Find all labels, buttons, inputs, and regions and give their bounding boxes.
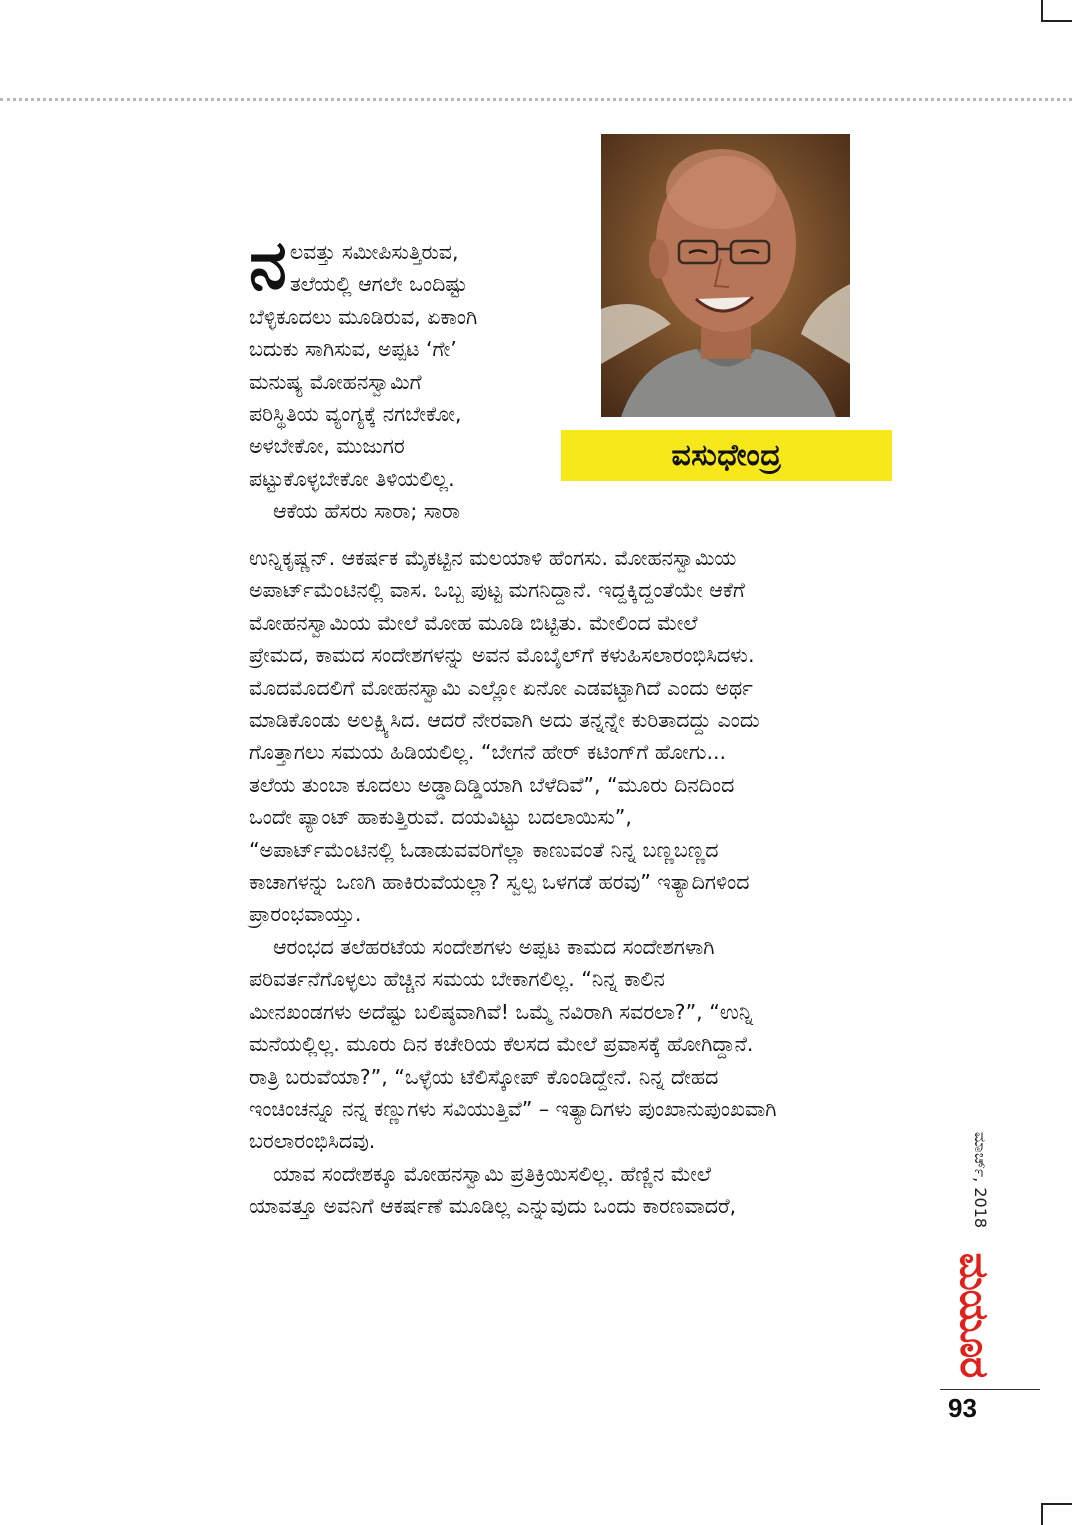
header-dotted-rule — [0, 98, 1072, 101]
article-line: ರಾತ್ರಿ ಬರುವೆಯಾ?”, “ಒಳ್ಳೆಯ ಟೆಲಿಸ್ಕೋಪ್ ಕೊಂಡಿದ್ದೇನೆ. ನಿನ್ನ ದೇಹದ — [249, 1064, 719, 1089]
article-line: ಮೊದಮೊದಲಿಗೆ ಮೋಹನಸ್ವಾಮಿ ಎಲ್ಲೋ ಏನೋ ಎಡವಟ್ಟಾಗಿದೆ ಎಂದು ಅರ್ಥ — [249, 675, 753, 700]
article-line: ಮಾಡಿಕೊಂಡು ಅಲಕ್ಷ್ಯಿಸಿದ. ಆದರೆ ನೇರವಾಗಿ ಅದು ತನ್ನನ್ನೇ ಕುರಿತಾದದ್ದು ಎಂದು — [249, 708, 760, 733]
issue-date-text: ಮಾರ್ಚ್, 2018 — [971, 1131, 990, 1229]
author-name: ವಸುಧೇಂದ್ರ — [671, 438, 782, 473]
article-line: ತಲೆಯ ತುಂಬಾ ಕೂದಲು ಅಡ್ಡಾದಿಡ್ಡಿಯಾಗಿ ಬೆಳೆದಿವೆ”, “ಮೂರು ದಿನದಿಂದ — [249, 772, 735, 797]
magazine-name: ಮಯೂರ — [951, 1252, 997, 1378]
article-line: ಕಾಚಾಗಳನ್ನು ಒಣಗಿ ಹಾಕಿರುವೆಯಲ್ಲಾ? ಸ್ವಲ್ಪ ಒಳಗಡೆ ಹರವು” ಇತ್ಯಾದಿಗಳಿಂದ — [249, 870, 750, 895]
article-line: ಮೀನಖಂಡಗಳು ಅದೆಷ್ಟು ಬಲಿಷ್ಠವಾಗಿವೆ! ಒಮ್ಮೆ ನವಿರಾಗಿ ಸವರಲಾ?”, “ಉನ್ನಿ — [249, 999, 753, 1024]
article-line: ಒಂದೇ ಪ್ಯಾಂಟ್ ಹಾಕುತ್ತಿರುವೆ. ದಯವಿಟ್ಟು ಬದಲಾಯಿಸು”, — [249, 805, 632, 830]
article-line: ಅಳಬೇಕೋ, ಮುಜುಗರ — [249, 434, 405, 459]
page-number: 93 — [948, 1393, 977, 1423]
article-line: “ಅಪಾರ್ಟ್‌ಮೆಂಟಿನಲ್ಲಿ ಓಡಾಡುವವರಿಗೆಲ್ಲಾ ಕಾಣುವಂತೆ ನಿನ್ನ ಬಣ್ಣಬಣ್ಣದ — [249, 837, 719, 862]
article-intro-column — [249, 226, 549, 528]
article-line: ಪರಿಸ್ಥಿತಿಯ ವ್ಯಂಗ್ಯಕ್ಕೆ ನಗಬೇಕೋ, — [249, 402, 462, 427]
article-line: ಪಟ್ಟುಕೊಳ್ಳಬೇಕೋ ತಿಳಿಯಲಿಲ್ಲ. — [249, 466, 455, 491]
crop-mark-bottom — [1041, 1503, 1072, 1525]
article-line: ಅಪಾರ್ಟ್‌ಮೆಂಟಿನಲ್ಲಿ ವಾಸ. ಒಬ್ಬ ಪುಟ್ಟ ಮಗನಿದ್ದಾನೆ. ಇದ್ದಕ್ಕಿದ್ದಂತೆಯೇ ಆಕೆಗೆ — [249, 578, 745, 603]
article-line: ಆರಂಭದ ತಲೆಹರಟೆಯ ಸಂದೇಶಗಳು ಅಪ್ಪಟ ಕಾಮದ ಸಂದೇಶಗಳಾಗಿ — [273, 934, 715, 959]
article-line: ಮೋಹನಸ್ವಾಮಿಯ ಮೇಲೆ ಮೋಹ ಮೂಡಿ ಬಿಟ್ಟಿತು. ಮೇಲಿಂದ ಮೇಲೆ — [249, 610, 698, 635]
article-line: ಪ್ರೇಮದ, ಕಾಮದ ಸಂದೇಶಗಳನ್ನು ಅವನ ಮೊಬೈಲ್‌ಗೆ ಕಳುಹಿಸಲಾರಂಭಿಸಿದಳು. — [249, 643, 755, 668]
article-line: ಯಾವ ಸಂದೇಶಕ್ಕೂ ಮೋಹನಸ್ವಾಮಿ ಪ್ರತಿಕ್ರಿಯಿಸಲಿಲ್ಲ. ಹೆಣ್ಣಿನ ಮೇಲೆ — [273, 1161, 712, 1186]
article-line: ಯಾವತ್ತೂ ಅವನಿಗೆ ಆಕರ್ಷಣೆ ಮೂಡಿಲ್ಲ ಎನ್ನುವುದು ಒಂದು ಕಾರಣವಾದರೆ, — [249, 1194, 737, 1219]
article-line: ಮನೆಯಲ್ಲಿಲ್ಲ. ಮೂರು ದಿನ ಕಚೇರಿಯ ಕೆಲಸದ ಮೇಲೆ ಪ್ರವಾಸಕ್ಕೆ ಹೋಗಿದ್ದಾನೆ. — [249, 1032, 754, 1057]
article-line: ಪರಿವರ್ತನೆಗೊಳ್ಳಲು ಹೆಚ್ಚಿನ ಸಮಯ ಬೇಕಾಗಲಿಲ್ಲ. “ನಿನ್ನ ಕಾಲಿನ — [249, 967, 665, 992]
author-name-box — [561, 430, 892, 481]
article-line: ಬದುಕು ಸಾಗಿಸುವ, ಅಪ್ಪಟ ‘ಗೇ’ — [249, 337, 457, 362]
article-line: ಬೆಳ್ಳಿಕೂದಲು ಮೂಡಿರುವ, ಏಕಾಂಗಿ — [249, 304, 478, 329]
magazine-brand — [950, 1240, 998, 1390]
article-line: ಪ್ರಾರಂಭವಾಯ್ತು. — [249, 902, 362, 927]
article-line: ಇಂಚಿಂಚನ್ನೂ ನನ್ನ ಕಣ್ಣುಗಳು ಸವಿಯುತ್ತಿವೆ” – ಇತ್ಯಾದಿಗಳು ಪುಂಖಾನುಪುಂಖವಾಗಿ — [249, 1096, 777, 1121]
page-number-rule — [940, 1389, 1040, 1390]
article-line: ಆಕೆಯ ಹೆಸರು ಸಾರಾ; ಸಾರಾ — [273, 499, 461, 524]
article-line: ಬರಲಾರಂಭಿಸಿದವು. — [249, 1129, 376, 1154]
crop-mark-top — [1041, 0, 1072, 22]
article-line: ತಲೆಯಲ್ಲಿ ಆಗಲೇ ಒಂದಿಷ್ಟು — [289, 272, 468, 297]
author-portrait — [601, 134, 850, 417]
article-line: ಲವತ್ತು ಸಮೀಪಿಸುತ್ತಿರುವ, — [289, 240, 459, 264]
article-body-column — [249, 542, 919, 1223]
article-line: ಉನ್ನಿಕೃಷ್ಣನ್. ಆಕರ್ಷಕ ಮೈಕಟ್ಟಿನ ಮಲಯಾಳಿ ಹೆಂಗಸು. ಮೋಹನಸ್ವಾಮಿಯ — [249, 546, 737, 570]
drop-cap: ನ — [249, 226, 287, 305]
article-line: ಮನುಷ್ಯ ಮೋಹನಸ್ವಾಮಿಗೆ — [249, 369, 422, 394]
article-line: ಗೊತ್ತಾಗಲು ಸಮಯ ಹಿಡಿಯಲಿಲ್ಲ. “ಬೇಗನೆ ಹೇರ್ ಕಟಿಂಗ್‌ಗೆ ಹೋಗು... — [249, 740, 726, 765]
